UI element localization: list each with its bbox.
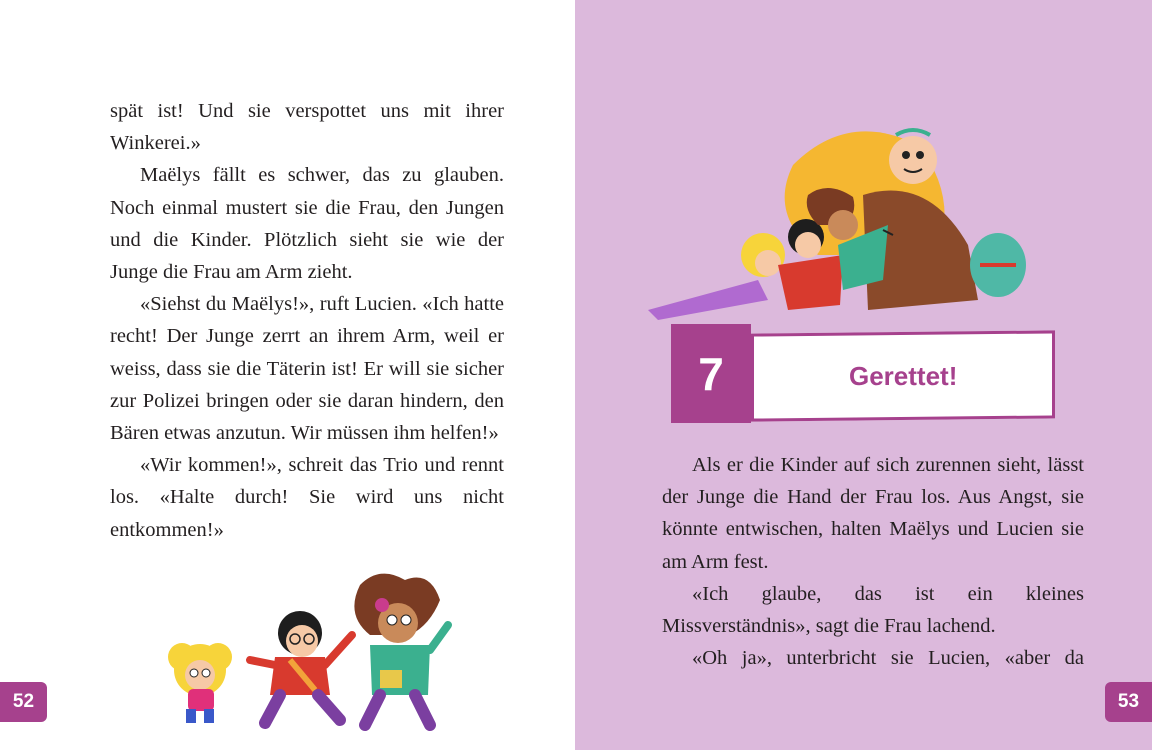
running-children-illustration (130, 565, 490, 735)
chapter-number: 7 (671, 324, 751, 423)
paragraph: Als er die Kinder auf sich zurennen sieht, lässt der Junge die Hand der Frau los. Aus Angst, sie könnte entwischen, halten Maëlys und Lucien sie am Arm fest. (662, 454, 1084, 573)
paragraph: «Ich glaube, das ist ein kleines Missverständnis», sagt die Frau lachend. (662, 582, 1084, 638)
page-number: 53 (1105, 682, 1152, 722)
blonde-girl-figure (168, 643, 232, 723)
chapter-illustration (628, 105, 1038, 320)
right-page-text (662, 449, 1084, 674)
paragraph: Maëlys fällt es schwer, das zu glauben. Noch einmal mustert sie die Frau, den Jungen und die Kinder. Plötzlich sieht sie wie der Junge die Frau am Arm zieht. (110, 164, 504, 284)
left-page-text (110, 95, 504, 546)
paragraph: «Oh ja», unterbricht sie Lucien, «aber da (692, 647, 1084, 670)
brown-haired-girl-figure (354, 574, 448, 725)
paragraph: «Wir kommen!», schreit das Trio und rennt los. «Halte durch! Sie wird uns nicht entkommen!» (110, 454, 504, 541)
boy-with-glasses-figure (250, 611, 352, 723)
chapter-title-box (751, 330, 1055, 421)
chapter-title: Gerettet! (848, 360, 958, 391)
chapter-heading (671, 324, 1059, 423)
page-number: 52 (0, 682, 47, 722)
paragraph: spät ist! Und sie verspottet uns mit ihrer Winkerei.» (110, 100, 504, 155)
left-page (0, 0, 575, 750)
paragraph: «Siehst du Maëlys!», ruft Lucien. «Ich hatte recht! Der Junge zerrt an ihrem Arm, weil er weiss, dass sie die Täterin ist! Er will sie sicher zur Polizei bringen oder sie daran hindern, den Bären etwas anzutun. Wir müssen ihm helfen!» (110, 293, 504, 445)
